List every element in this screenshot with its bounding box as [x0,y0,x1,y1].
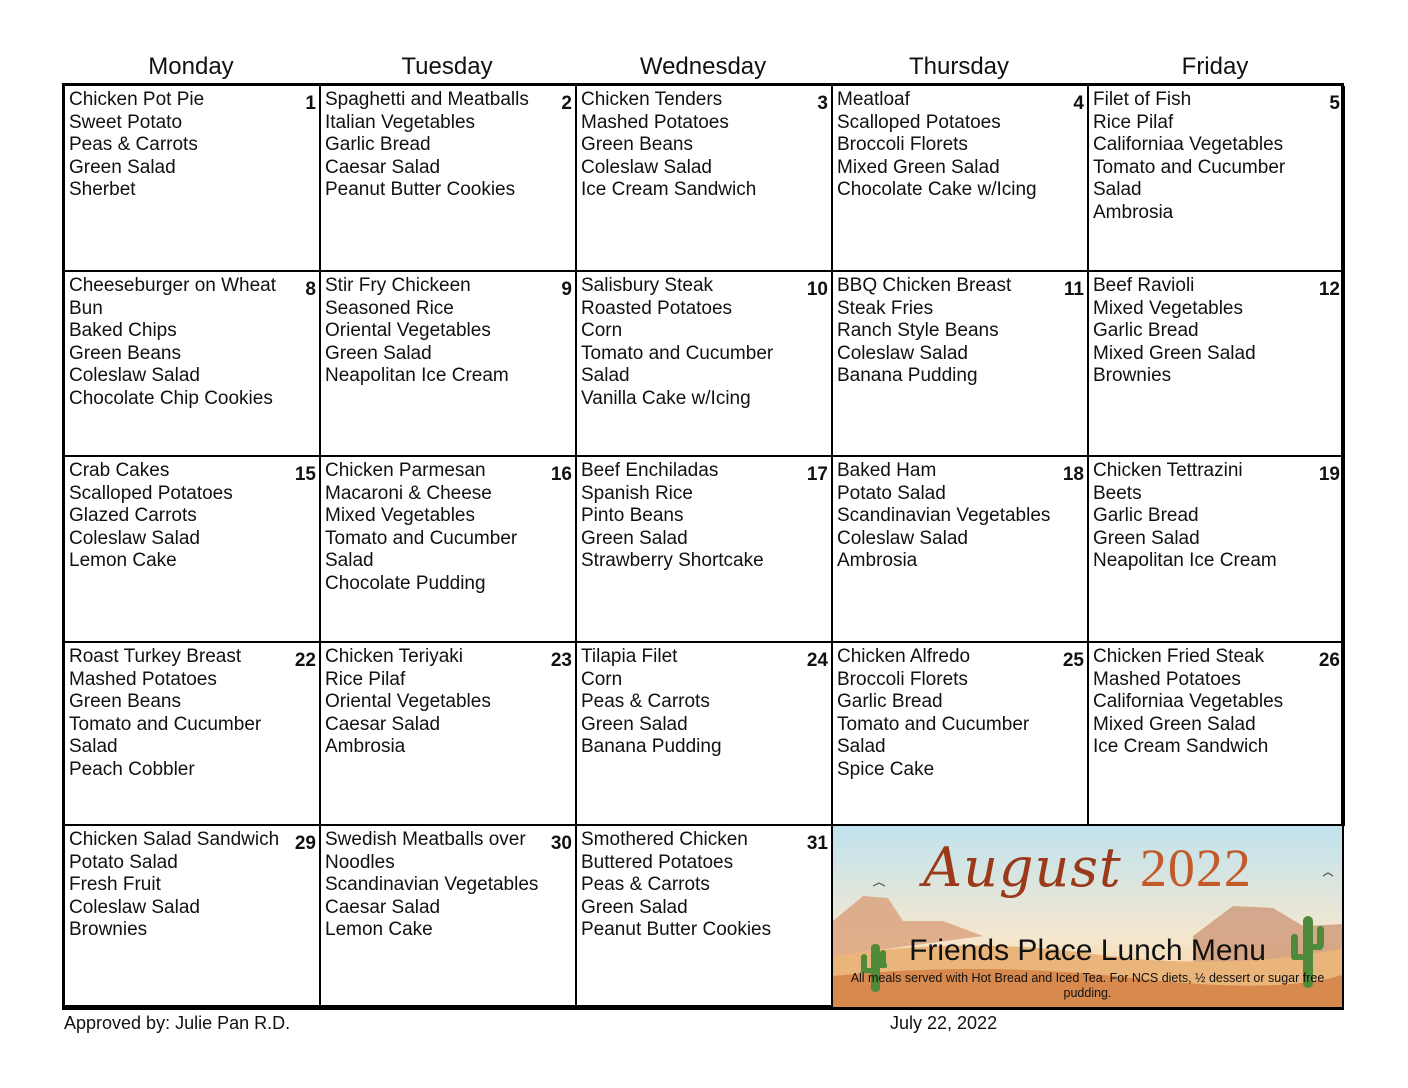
menu-item: Peas & Carrots [581,874,710,896]
menu-item: Lemon Cake [325,919,433,941]
menu-item: Tomato and Cucumber Salad [581,342,774,387]
menu-item: Ambrosia [325,736,406,758]
menu-item: Green Salad [325,342,432,364]
menu-item: Scalloped Potatoes [69,482,233,504]
menu-item: Ambrosia [1093,201,1174,223]
menu-items [325,829,571,942]
day-header-monday: Monday [148,53,234,80]
menu-items [837,275,1083,388]
menu-item: Broccoli Florets [837,668,968,690]
menu-item: Spice Cake [837,758,935,780]
day-cell [577,457,833,643]
menu-item: Caesar Salad [325,896,441,918]
menu-item: Chicken Fried Steak [1093,646,1265,667]
footer-date: July 22, 2022 [890,1013,998,1033]
day-cell [1089,86,1345,272]
menu-item: Brownies [69,919,148,941]
day-header-friday: Friday [1181,53,1249,80]
menu-items [581,829,827,942]
date-number: 26 [1318,650,1340,671]
menu-item: Scalloped Potatoes [837,111,1001,133]
menu-item: Coleslaw Salad [837,527,968,549]
menu-items [1093,275,1339,388]
date-number: 23 [550,650,572,671]
menu-item: Peanut Butter Cookies [581,919,772,941]
menu-item: Tilapia Filet [581,646,678,667]
menu-item: Roast Turkey Breast [69,646,242,667]
month-banner [833,826,1342,1007]
menu-item: Ice Cream Sandwich [1093,736,1269,758]
menu-item: Seasoned Rice [325,297,454,319]
menu-item: Scandinavian Vegetables [325,874,539,896]
menu-item: Lemon Cake [69,550,177,572]
menu-item: Brownies [1093,365,1172,387]
date-number: 1 [305,93,316,114]
menu-item: Neapolitan Ice Cream [1093,550,1277,572]
menu-items [69,646,315,782]
menu-item: Chocolate Chip Cookies [69,387,273,409]
menu-item: Spanish Rice [581,482,693,504]
menu-items [69,89,315,202]
menu-item: Sweet Potato [69,111,183,133]
menu-item: Tomato and Cucumber Salad [325,527,518,572]
menu-item: Mixed Green Salad [837,156,1000,178]
menu-item: Strawberry Shortcake [581,550,764,572]
menu-item: Chocolate Cake w/Icing [837,179,1037,201]
day-cell [65,826,321,1007]
menu-item: Green Salad [581,527,688,549]
menu-item: Chicken Tenders [581,89,723,110]
menu-item: BBQ Chicken Breast [837,275,1012,296]
menu-item: Oriental Vegetables [325,320,491,342]
menu-items [69,829,315,942]
menu-item: Green Beans [69,342,181,364]
menu-item: Banana Pudding [837,365,978,387]
date-number: 15 [294,464,316,485]
menu-item: Neapolitan Ice Cream [325,365,509,387]
menu-item: Salisbury Steak [581,275,714,296]
menu-item: Mashed Potatoes [581,111,729,133]
menu-item: Mixed Vegetables [1093,297,1243,319]
menu-item: Cheeseburger on Wheat Bun [69,275,277,319]
date-number: 17 [806,464,828,485]
date-number: 19 [1318,464,1340,485]
menu-item: Peach Cobbler [69,758,195,780]
menu-item: Peanut Butter Cookies [325,179,516,201]
menu-item: Beef Enchiladas [581,460,719,481]
menu-item: Caesar Salad [325,713,441,735]
menu-item: Smothered Chicken [581,829,748,850]
menu-item: Chicken Salad Sandwich [69,829,280,850]
day-cell [833,86,1089,272]
date-number: 9 [561,279,572,300]
day-cell [833,272,1089,457]
day-cell [65,643,321,826]
date-number: 2 [561,93,572,114]
menu-item: Garlic Bread [1093,505,1199,527]
date-number: 16 [550,464,572,485]
day-cell [65,272,321,457]
day-cell [577,826,833,1007]
menu-item: Chocolate Pudding [325,572,486,594]
date-number: 11 [1063,279,1084,300]
menu-items [1093,460,1339,573]
menu-item: Rice Pilaf [1093,111,1174,133]
date-number: 10 [806,279,828,300]
menu-item: Californiaa Vegetables [1093,691,1284,713]
date-number: 24 [806,650,828,671]
day-cell [321,86,577,272]
menu-item: Macaroni & Cheese [325,482,492,504]
day-cell [65,86,321,272]
date-number: 25 [1062,650,1084,671]
menu-item: Glazed Carrots [69,505,197,527]
day-cell [321,457,577,643]
menu-item: Stir Fry Chickeen [325,275,471,296]
approved-by: Approved by: Julie Pan R.D. [64,1013,291,1033]
menu-item: Banana Pudding [581,736,722,758]
menu-items [325,646,571,759]
day-cell [321,643,577,826]
menu-item: Corn [581,668,623,690]
menu-item: Ice Cream Sandwich [581,179,757,201]
date-number: 22 [294,650,316,671]
menu-item: Beef Ravioli [1093,275,1195,296]
menu-item: Fresh Fruit [69,874,161,896]
menu-item: Ambrosia [837,550,918,572]
day-cell [1089,272,1345,457]
month-title: August 2022 [923,836,1252,899]
day-cell [1089,643,1345,826]
date-number: 3 [817,93,828,114]
menu-item: Baked Ham [837,460,937,481]
menu-item: Rice Pilaf [325,668,406,690]
menu-item: Mixed Green Salad [1093,713,1256,735]
menu-item: Peas & Carrots [69,134,198,156]
menu-item: Garlic Bread [837,691,943,713]
menu-items [581,275,827,411]
menu-item: Coleslaw Salad [69,527,200,549]
date-number: 18 [1062,464,1084,485]
meal-note: All meals served with Hot Bread and Iced Tea. For NCS diets, ½ dessert or sugar free pudding. [850,971,1325,1000]
menu-item: Coleslaw Salad [69,365,200,387]
day-cell [321,826,577,1007]
menu-item: Broccoli Florets [837,134,968,156]
menu-item: Green Salad [1093,527,1200,549]
menu-item: Green Salad [581,713,688,735]
menu-items [581,460,827,573]
menu-item: Chicken Alfredo [837,646,971,667]
menu-item: Oriental Vegetables [325,691,491,713]
menu-item: Garlic Bread [1093,320,1199,342]
menu-item: Sherbet [69,179,136,201]
menu-items [581,646,827,759]
day-cell [1089,457,1345,643]
menu-item: Mixed Green Salad [1093,342,1256,364]
menu-item: Swedish Meatballs over Noodles [325,829,526,873]
menu-items [325,460,571,596]
menu-item: Tomato and Cucumber Salad [837,713,1030,758]
date-number: 4 [1073,93,1084,114]
menu-item: Tomato and Cucumber Salad [69,713,262,758]
menu-item: Filet of Fish [1093,89,1192,110]
menu-item: Vanilla Cake w/Icing [581,387,751,409]
day-cell [65,457,321,643]
menu-item: Mashed Potatoes [69,668,217,690]
menu-title: Friends Place Lunch Menu [909,934,1266,967]
menu-item: Roasted Potatoes [581,297,733,319]
menu-item: Garlic Bread [325,134,431,156]
menu-item: Ranch Style Beans [837,320,999,342]
menu-item: Corn [581,320,623,342]
date-number: 8 [305,279,316,300]
menu-item: Green Salad [581,896,688,918]
menu-item: Tomato and Cucumber Salad [1093,156,1286,201]
day-cell [577,643,833,826]
menu-items [1093,646,1339,759]
menu-item: Caesar Salad [325,156,441,178]
day-cell [321,272,577,457]
menu-item: Beets [1093,482,1142,504]
date-number: 30 [550,833,572,854]
menu-item: Chicken Tettrazini [1093,460,1243,481]
menu-item: Chicken Teriyaki [325,646,463,667]
menu-item: Chicken Pot Pie [69,89,205,110]
menu-item: Potato Salad [837,482,946,504]
menu-item: Coleslaw Salad [581,156,712,178]
menu-items [837,89,1083,202]
menu-item: Spaghetti and Meatballs [325,89,529,110]
day-header-tuesday: Tuesday [401,53,493,80]
menu-item: Californiaa Vegetables [1093,134,1284,156]
date-number: 29 [294,833,316,854]
date-number: 5 [1329,93,1340,114]
menu-item: Chicken Parmesan [325,460,486,481]
menu-item: Mashed Potatoes [1093,668,1241,690]
menu-item: Meatloaf [837,89,910,110]
menu-item: Buttered Potatoes [581,851,734,873]
menu-item: Green Salad [69,156,176,178]
menu-item: Coleslaw Salad [837,342,968,364]
menu-item: Pinto Beans [581,505,684,527]
day-cell [833,457,1089,643]
day-cell [577,86,833,272]
menu-item: Peas & Carrots [581,691,710,713]
menu-items [69,275,315,411]
day-cell [577,272,833,457]
menu-item: Green Beans [581,134,693,156]
date-number: 31 [806,833,828,854]
menu-items [325,275,571,388]
menu-items [1093,89,1339,225]
menu-item: Potato Salad [69,851,178,873]
date-number: 12 [1318,279,1340,300]
menu-item: Steak Fries [837,297,934,319]
menu-items [325,89,571,202]
day-header-wednesday: Wednesday [639,53,767,80]
menu-item: Mixed Vegetables [325,505,475,527]
menu-item: Green Beans [69,691,181,713]
menu-item: Italian Vegetables [325,111,476,133]
menu-item: Scandinavian Vegetables [837,505,1051,527]
day-cell [833,643,1089,826]
menu-items [837,460,1083,573]
menu-item: Crab Cakes [69,460,170,481]
menu-items [837,646,1083,782]
day-header-thursday: Thursday [908,53,1010,80]
menu-item: Coleslaw Salad [69,896,200,918]
menu-item: Baked Chips [69,320,177,342]
menu-items [69,460,315,573]
menu-items [581,89,827,202]
